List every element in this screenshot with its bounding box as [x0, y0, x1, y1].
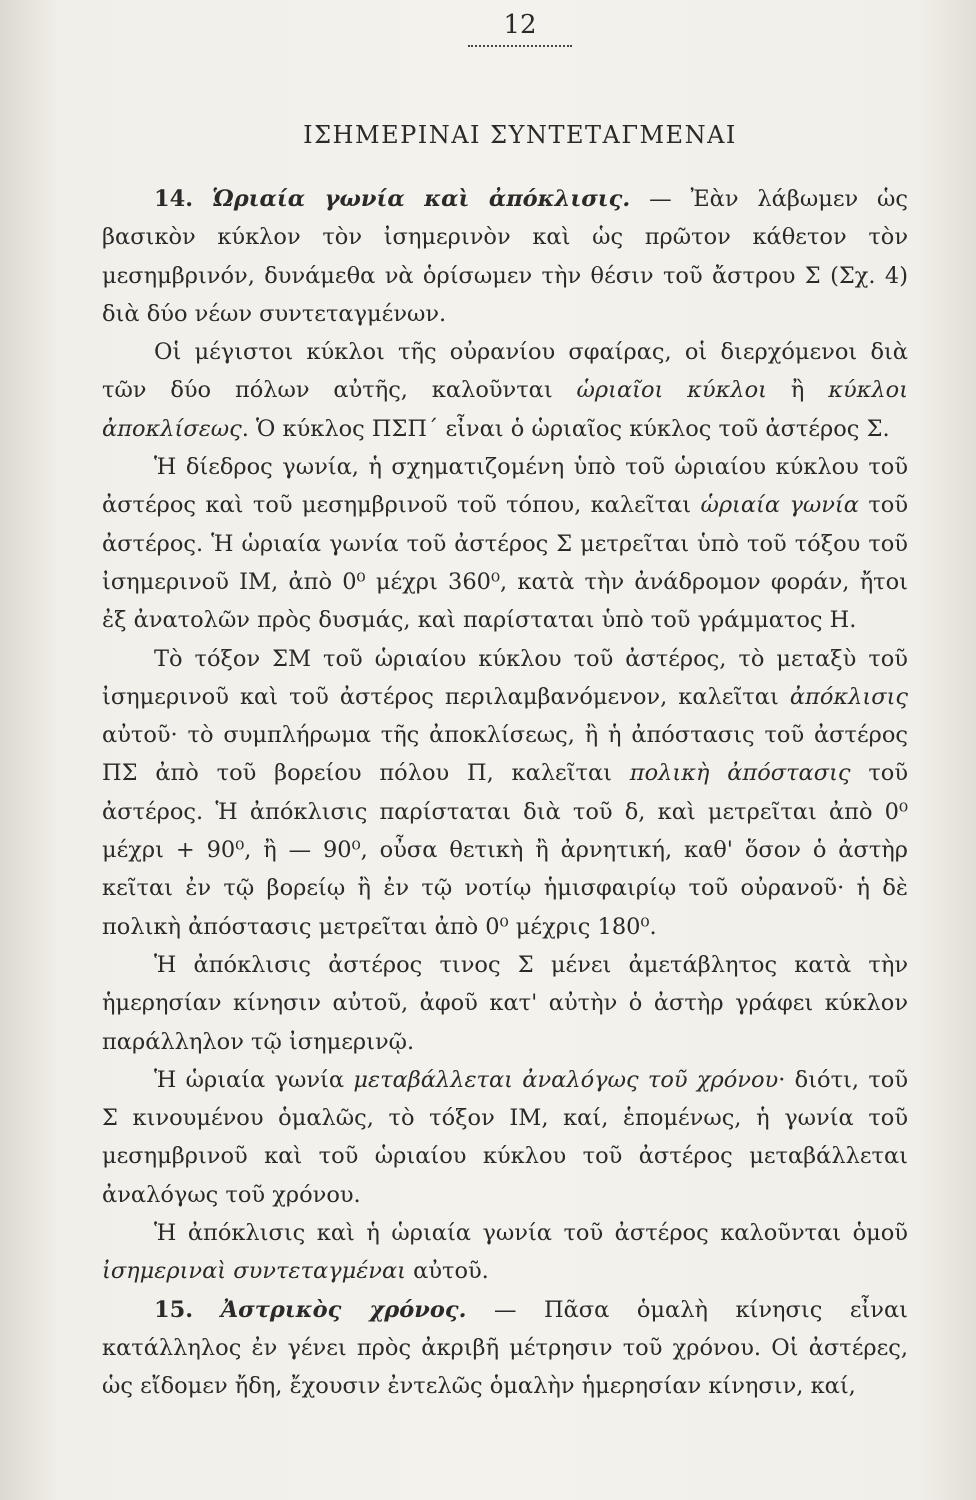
section-14-title: Ὡριαία γωνία καὶ ἀπόκλισις.: [212, 186, 631, 212]
term-equatorial-coordinates: ἰσημεριναὶ συντεταγμέναι: [102, 1258, 406, 1285]
paragraph-14-intro: [102, 180, 908, 333]
body-text: [102, 180, 908, 1406]
page-number-rule: [468, 45, 572, 47]
paragraph-hour-angle-varies: Ἡ ὡριαία γωνία μεταβάλλεται ἀναλόγως τοῦ χρόνου· διότι, τοῦ Σ κινουμένου ὁμαλῶς, τὸ τόξον ΙΜ, καί, ἑπομένως, ἡ γωνία τοῦ μεσημβρινοῦ καὶ τοῦ ὡριαίου κύκλου τοῦ ἀστέρος μεταβάλλεται ἀναλόγως τοῦ χρόνου.: [102, 1066, 908, 1208]
term-varies-with-time: μεταβάλλεται ἀναλόγως τοῦ χρόνου: [353, 1066, 779, 1093]
section-15-number: 15.: [154, 1296, 194, 1323]
term-polar-distance: πολικὴ ἀπόστασις: [629, 760, 851, 787]
paragraph-hour-angle: Ἡ δίεδρος γωνία, ἡ σχηματιζομένη ὑπὸ τοῦ ὡριαίου κύκλου τοῦ ἀστέρος καὶ τοῦ μεσημβρινοῦ τοῦ τόπου, καλεῖται ὡριαία γωνία τοῦ ἀστέρος. Ἡ ὡριαία γωνία τοῦ ἀστέρος Σ μετρεῖται ὑπὸ τοῦ τόξου τοῦ ἰσημερινοῦ ΙΜ, ἀπὸ 0⁰ μέχρι 360⁰, κατὰ τὴν ἀνάδρομον φοράν, ἤτοι ἐξ ἀνατολῶν πρὸς δυσμάς, καὶ παρίσταται ὑπὸ τοῦ γράμματος Η.: [102, 454, 909, 634]
section-14-number: 14.: [154, 186, 194, 212]
paragraph-15-intro: [102, 1291, 908, 1406]
term-declination: ἀπόκλισις: [789, 683, 908, 710]
paragraph-hour-circles: Οἱ μέγιστοι κύκλοι τῆς οὐρανίου σφαίρας, οἱ διερχόμενοι διὰ τῶν δύο πόλων αὐτῆς, καλοῦνται ὡριαῖοι κύκλοι ἢ κύκλοι ἀποκλίσεως. Ὁ κύκλος ΠΣΠ΄ εἶναι ὁ ὡριαῖος κύκλος τοῦ ἀστέρος Σ.: [102, 339, 909, 442]
paragraph-declination: Τὸ τόξον ΣΜ τοῦ ὡριαίου κύκλου τοῦ ἀστέρος, τὸ μεταξὺ τοῦ ἰσημερινοῦ καὶ τοῦ ἀστέρος περιλαμβανόμενον, καλεῖται ἀπόκλισις αὐτοῦ· τὸ συμπλήρωμα τῆς ἀποκλίσεως, ἢ ἡ ἀπόστασις τοῦ ἀστέρος ΠΣ ἀπὸ τοῦ βορείου πόλου Π, καλεῖται πολικὴ ἀπόστασις τοῦ ἀστέρος. Ἡ ἀπόκλισις παρίσταται διὰ τοῦ δ, καὶ μετρεῖται ἀπὸ 0⁰ μέχρι + 90⁰, ἢ — 90⁰, οὖσα θετικὴ ἢ ἀρνητική, καθ' ὅσον ὁ ἀστὴρ κεῖται ἐν τῷ βορείῳ ἢ ἐν τῷ νοτίῳ ἡμισφαιρίῳ τοῦ οὐρανοῦ· ἡ δὲ πολικὴ ἀπόστασις μετρεῖται ἀπὸ 0⁰ μέχρις 180⁰.: [102, 645, 908, 940]
chapter-heading: ΙΣΗΜΕΡΙΝΑΙ ΣΥΝΤΕΤΑΓΜΕΝΑΙ: [303, 121, 737, 149]
paragraph-declination-invariant: Ἡ ἀπόκλισις ἀστέρος τινος Σ μένει ἀμετάβλητος κατὰ τὴν ἡμερησίαν κίνησιν αὐτοῦ, ἀφοῦ κατ' αὐτὴν ὁ ἀστὴρ γράφει κύκλον παράλληλον τῷ ἰσημερινῷ.: [102, 951, 908, 1055]
paragraph-equatorial-coordinates: Ἡ ἀπόκλισις καὶ ἡ ὡριαία γωνία τοῦ ἀστέρος καλοῦνται ὁμοῦ ἰσημεριναὶ συντεταγμέναι αὐτοῦ.: [102, 1220, 908, 1285]
section-15-title: Ἀστρικὸς χρόνος.: [220, 1296, 467, 1323]
section-15-text: — Πᾶσα ὁμαλὴ κίνησις εἶναι κατάλληλος ἐν γένει πρὸς ἀκριβῆ μέτρησιν τοῦ χρόνου. Οἱ ἀστέρες, ὡς εἴδομεν ἤδη, ἔχουσιν ἐντελῶς ὁμαλὴν ἡμερησίαν κίνησιν, καί,: [102, 1296, 909, 1400]
term-hour-circles: ὡριαῖοι κύκλοι: [576, 377, 767, 404]
page-number: 12: [503, 10, 537, 40]
term-declination-circles: κύκλοι ἀποκλίσεως: [102, 377, 909, 442]
section-14-text: — Ἐὰν λάβωμεν ὡς βασικὸν κύκλον τὸν ἰσημερινὸν καὶ ὡς πρῶτον κάθετον τὸν μεσημβρινόν, δυνάμεθα νὰ ὁρίσωμεν τὴν θέσιν τοῦ ἄστρου Σ (Σχ. 4) διὰ δύο νέων συντεταγμένων.: [102, 186, 908, 327]
term-hour-angle: ὡριαία γωνία: [700, 492, 859, 519]
